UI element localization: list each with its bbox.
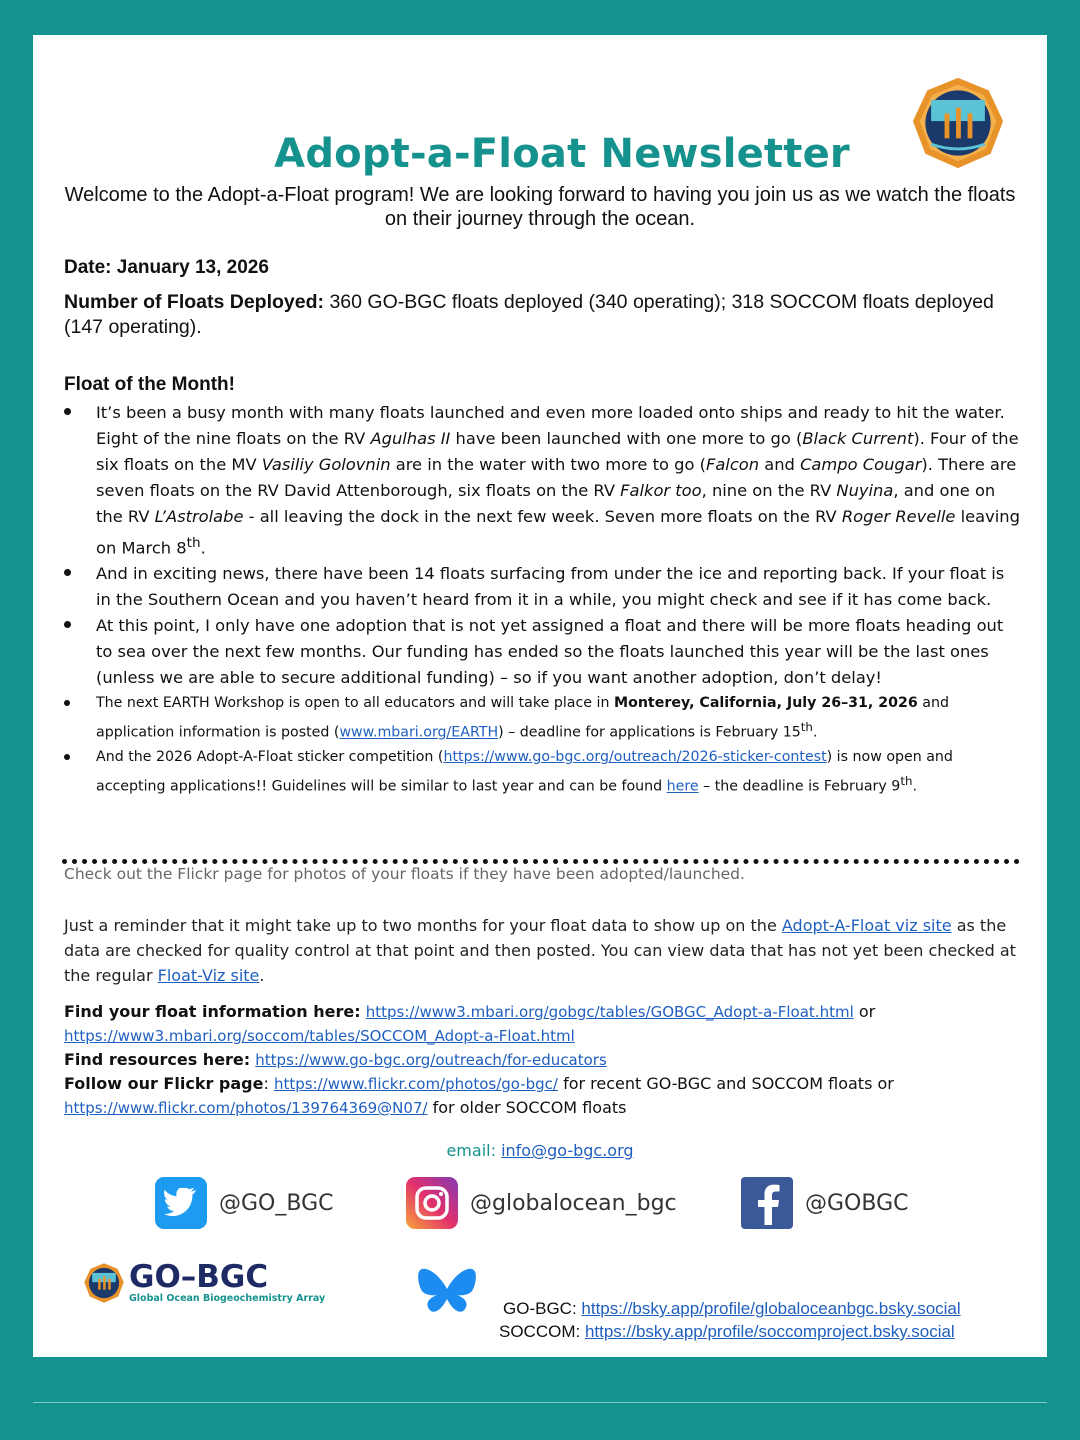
flickr-label: Follow our Flickr page xyxy=(64,1074,264,1093)
twitter-social[interactable] xyxy=(155,1175,333,1231)
email-line: email: info@go-bgc.org xyxy=(446,1141,634,1160)
deployed-label: Number of Floats Deployed: xyxy=(64,291,325,313)
instagram-handle: @globalocean_bgc xyxy=(470,1190,677,1216)
resources-label: Find resources here: xyxy=(64,1050,251,1069)
facebook-icon xyxy=(741,1177,793,1229)
facebook-social[interactable] xyxy=(741,1175,908,1231)
email-link[interactable]: info@go-bgc.org xyxy=(501,1141,634,1160)
go-bgc-logo-icon xyxy=(83,1262,125,1304)
page-title: Adopt-a-Float Newsletter xyxy=(274,131,850,177)
guidelines-here-link[interactable]: here xyxy=(666,778,699,795)
flickr-note: Check out the Flickr page for photos of your floats if they have been adopted/launched. xyxy=(64,865,745,883)
logo-subtitle: Global Ocean Biogeochemistry Array xyxy=(129,1293,326,1304)
twitter-handle: @GO_BGC xyxy=(219,1190,334,1216)
adopt-a-float-viz-link[interactable]: Adopt-A-Float viz site xyxy=(781,916,952,935)
list-item: At this point, I only have one adoption that is not yet assigned a float and there will be more floats heading out to sea over the next few months. Our funding has ended so the floats launched this year will be the last ones (unless we are able to secure additional funding) – so if you want another adoption, don’t delay! xyxy=(64,613,1024,691)
flickr-soccom-link[interactable]: https://www.flickr.com/photos/139764369@N07/ xyxy=(64,1099,428,1117)
bullet-icon xyxy=(64,700,70,706)
news-bullet-list xyxy=(64,400,1024,799)
welcome-text: Welcome to the Adopt-a-Float program! We are looking forward to having you join us as we watch the floats on their journey through the ocean. xyxy=(64,184,1016,230)
deployed-text: 360 GO-BGC floats deployed (340 operating); 318 SOCCOM floats deployed (147 operating). xyxy=(64,291,994,338)
sticker-contest-link[interactable]: https://www.go-bgc.org/outreach/2026-sticker-contest xyxy=(443,749,827,766)
earth-workshop-link[interactable]: www.mbari.org/EARTH xyxy=(339,725,499,742)
floats-deployed xyxy=(64,290,1014,340)
twitter-icon xyxy=(155,1177,207,1229)
float-viz-link[interactable]: Float-Viz site xyxy=(157,966,260,985)
bluesky-gobgc-link[interactable]: https://bsky.app/profile/globaloceanbgc.bsky.social xyxy=(581,1299,961,1318)
gobgc-table-link[interactable]: https://www3.mbari.org/gobgc/tables/GOBGC_Adopt-a-Float.html xyxy=(365,1003,854,1021)
list-item: And the 2026 Adopt-A-Float sticker competition (https://www.go-bgc.org/outreach/2026-sticker-contest) is now open and accepting applications!! Guidelines will be similar to last year and can be found here – the deadline is February 9th. xyxy=(64,745,1024,799)
go-bgc-logo xyxy=(83,1261,325,1304)
bullet-icon xyxy=(64,569,71,576)
newsletter-page xyxy=(33,35,1047,1357)
list-item: And in exciting news, there have been 14 floats surfacing from under the ice and reporting back. If your float is in the Southern Ocean and you haven’t heard from it in a while, you might check and see if it has come back. xyxy=(64,561,1024,613)
educators-link[interactable]: https://www.go-bgc.org/outreach/for-educators xyxy=(255,1051,607,1069)
instagram-social[interactable] xyxy=(406,1175,677,1231)
bluesky-soccom-link[interactable]: https://bsky.app/profile/soccomproject.bsky.social xyxy=(584,1322,955,1341)
soccom-table-link[interactable]: https://www3.mbari.org/soccom/tables/SOCCOM_Adopt-a-Float.html xyxy=(64,1027,575,1045)
resource-links: Find your float information here: https://www3.mbari.org/gobgc/tables/GOBGC_Adopt-a-Float.html or https://www3.mbari.org/soccom/tables/SOCCOM_Adopt-a-Float.html Find resources here: https://www.go-bgc.org/outreach/for-educators Follow our Flickr page: https://www.flickr.com/photos/go-bgc/ for recent GO-BGC and SOCCOM floats or https://www.flickr.com/photos/139764369@N07/ for older SOCCOM floats xyxy=(64,1002,894,1117)
bluesky-links: GO-BGC: https://bsky.app/profile/globaloceanbgc.bsky.social SOCCOM: https://bsky.app/profile/soccomproject.bsky.social xyxy=(499,1299,961,1341)
list-item: It’s been a busy month with many floats launched and even more loaded onto ships and ready to hit the water. Eight of the nine floats on the RV Agulhas II have been launched with one more to go (Black Current). Four of the six floats on the MV Vasiliy Golovnin are in the water with two more to go (Falcon and Campo Cougar). There are seven floats on the RV David Attenborough, six floats on the RV Falkor too, nine on the RV Nuyina, and one on the RV L’Astrolabe - all leaving the dock in the next few week. Seven more floats on the RV Roger Revelle leaving on March 8th. xyxy=(64,400,1024,561)
instagram-icon xyxy=(406,1177,458,1229)
bluesky-butterfly-icon xyxy=(417,1267,477,1319)
dotted-divider xyxy=(62,859,1020,864)
find-float-label: Find your float information here: xyxy=(64,1002,361,1021)
facebook-handle: @GOBGC xyxy=(805,1190,909,1216)
footer-rule xyxy=(33,1402,1047,1403)
list-item: The next EARTH Workshop is open to all educators and will take place in Monterey, California, July 26–31, 2026 and application information is posted (www.mbari.org/EARTH) – deadline for applications is February 15th. xyxy=(64,691,1024,745)
flickr-gobgc-link[interactable]: https://www.flickr.com/photos/go-bgc/ xyxy=(273,1075,558,1093)
float-of-month-heading: Float of the Month! xyxy=(64,374,235,395)
bullet-icon xyxy=(64,408,71,415)
logo-name: GO–BGC xyxy=(129,1259,269,1295)
data-reminder: Just a reminder that it might take up to two months for your float data to show up on the Adopt-A-Float viz site as the data are checked for quality control at that point and then posted. You can view data that has not yet been checked at the regular Float-Viz site. xyxy=(64,916,1016,985)
bullet-icon xyxy=(64,754,70,760)
newsletter-date: Date: January 13, 2026 xyxy=(64,257,269,278)
bullet-icon xyxy=(64,621,71,628)
